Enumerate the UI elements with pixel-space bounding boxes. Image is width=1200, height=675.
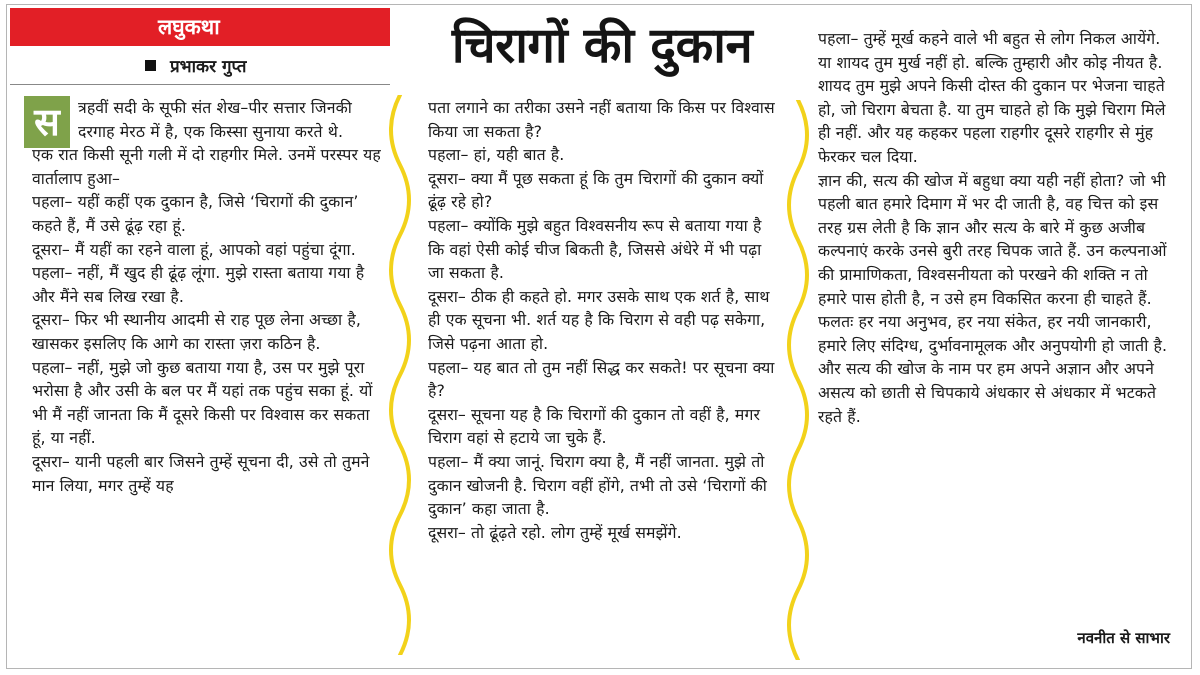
source-credit: नवनीत से साभार bbox=[1077, 629, 1170, 647]
story-column-2 bbox=[428, 96, 778, 661]
paragraph: दूसरा– मैं यहीं का रहने वाला हूं, आपको वहां पहुंचा दूंगा. bbox=[32, 239, 356, 259]
paragraph: पहला– यहीं कहीं एक दुकान है, जिसे ‘चिरागों की दुकान’ कहते हैं, मैं उसे ढूंढ़ रहा हूं. bbox=[32, 192, 359, 235]
paragraph: दूसरा– सूचना यह है कि चिरागों की दुकान तो वहीं है, मगर चिराग वहां से हटाये जा चुके हैं. bbox=[428, 404, 761, 448]
paragraph: ज्ञान की, सत्य की खोज में बहुधा क्या यही नहीं होता? जो भी पहली बात हमारे दिमाग में भर दी जाती है, वह चित्त को इस तरह ग्रस लेती है कि ज्ञान और सत्य के बारे में कुछ अजीब कल्पनाएं करके उनसे बुरी तरह चिपक जाते हैं. उन कल्पनाओं की प्रामाणिकता, विश्वसनीयता को परखने की शक्ति न तो हमारे पास होती है, न उसे हम विकसित करना ही चाहते हैं. फलतः हर नया अनुभव, हर नया संकेत, हर नयी जानकारी, हमारे लिए संदिग्ध, दुर्भावनामूलक और अनुपयोगी हो जाती है. और सत्य की खोज के नाम पर हम अपने अज्ञान और अपने असत्य को छाती से चिपकाये अंधकार से अंधकार में भटकते रहते हैं. bbox=[818, 170, 1168, 426]
paragraph: पहला– यह बात तो तुम नहीं सिद्ध कर सकते! पर सूचना क्या है? bbox=[428, 357, 775, 401]
wavy-divider-right bbox=[780, 100, 816, 660]
author-byline bbox=[10, 50, 390, 85]
paragraph: पहला– नहीं, मैं खुद ही ढूंढ़ लूंगा. मुझे रास्ता बताया गया है और मैंने सब लिख रखा है. bbox=[32, 263, 365, 306]
paragraph: दूसरा– ठीक ही कहते हो. मगर उसके साथ एक शर्त है, साथ ही एक सूचना भी. शर्त यह है कि चिराग से वही पढ़ सकेगा, जिसे पढ़ना आता हो. bbox=[428, 286, 770, 353]
story-column-1 bbox=[32, 96, 382, 661]
wavy-divider-left bbox=[382, 95, 418, 655]
paragraph: पहला– क्योंकि मुझे बहुत विश्वसनीय रूप से बताया गया है कि वहां ऐसी कोई चीज बिकती है, जिससे अंधेरे में भी पढ़ा जा सकता है. bbox=[428, 215, 762, 283]
paragraph: पहला– नहीं, मुझे जो कुछ बताया गया है, उस पर मुझे पूरा भरोसा है और उसी के बल पर मैं यहां तक पहुंच सका हूं. यों भी मैं नहीं जानता कि मैं दूसरे किसी पर विश्वास कर सकता हूं, या नहीं. bbox=[32, 357, 373, 448]
story-column-3 bbox=[818, 27, 1174, 647]
paragraph: पता लगाने का तरीका उसने नहीं बताया कि किस पर विश्वास किया जा सकता है? bbox=[428, 98, 775, 141]
paragraph: पहला– तुम्हें मूर्ख कहने वाले भी बहुत से लोग निकल आयेंगे. या शायद तुम मुर्ख नहीं हो. बल्कि तुम्हारी और कोइ नीयत है. शायद तुम मुझे अपने किसी दोस्त की दुकान पर भेजना चाहते हो, जो चिराग बेचता है. या तुम चाहते हो कि मुझे चिराग मिले ही नहीं. और यह कहकर पहला राहगीर दूसरे राहगीर से मुंह फेरकर चल दिया. bbox=[818, 29, 1166, 166]
bullet-square-icon bbox=[145, 60, 156, 71]
headline: चिरागों की दुकान bbox=[451, 17, 753, 74]
paragraph: दूसरा– फिर भी स्थानीय आदमी से राह पूछ लेना अच्छा है, खासकर इसलिए कि आगे का रास्ता ज़रा कठिन है. bbox=[32, 310, 361, 353]
paragraph: दूसरा– तो ढूंढ़ते रहो. लोग तुम्हें मूर्ख समझेंगे. bbox=[428, 522, 682, 542]
drop-cap: स bbox=[24, 96, 70, 148]
paragraph: दूसरा– यानी पहली बार जिसने तुम्हें सूचना दी, उसे तो तुमने मान लिया, मगर तुम्हें यह bbox=[32, 451, 370, 495]
paragraph: त्रहवीं सदी के सूफी संत शेख–पीर सत्तार जिनकी दरगाह मेरठ में है, एक किस्सा सुनाया करते थे. bbox=[78, 98, 352, 141]
author-name: प्रभाकर गुप्त bbox=[170, 57, 247, 77]
paragraph: पहला– हां, यही बात है. bbox=[428, 145, 565, 165]
section-tag: लघुकथा bbox=[10, 8, 390, 46]
paragraph: पहला– मैं क्या जानूं. चिराग क्या है, मैं नहीं जानता. मुझे तो दुकान खोजनी है. चिराग वहीं होंगे, तभी तो उसे ‘चिरागों की दुकान’ कहा जाता है. bbox=[428, 451, 767, 519]
paragraph: एक रात किसी सूनी गली में दो राहगीर मिले. उनमें परस्पर यह वार्तालाप हुआ– bbox=[32, 145, 381, 188]
paragraph: दूसरा– क्या मैं पूछ सकता हूं कि तुम चिरागों की दुकान क्यों ढूंढ़ रहे हो? bbox=[428, 168, 764, 212]
